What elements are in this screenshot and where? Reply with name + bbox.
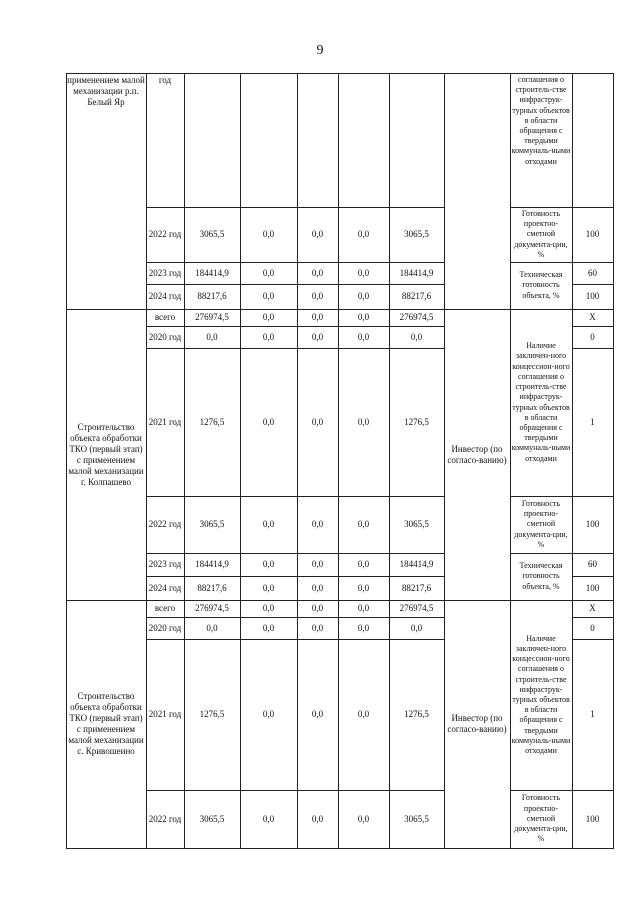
amount-cell: 1276,5 (199, 709, 225, 719)
amount-cell (185, 74, 239, 207)
object-name: применением малой механизации р.п. Белый Яр (67, 75, 145, 107)
table-rule (613, 309, 614, 601)
target-value-cell: 1 (590, 416, 595, 427)
amount-cell: 0,0 (311, 709, 324, 719)
amount-cell (339, 74, 388, 207)
amount-cell: 0,0 (357, 622, 370, 633)
amount-cell: 276974,5 (195, 312, 229, 322)
amount-cell: 0,0 (311, 813, 324, 824)
amount-cell: 3065,5 (199, 229, 225, 239)
amount-cell: 0,0 (311, 416, 324, 427)
indicator-name: Наличие заключен-ного концессион-ного соглашения о строитель-стве инфраструк-турных объектов в области обращения с твердыми коммуналь-ными отходами (511, 633, 571, 756)
indicator-name: Наличие заключен-ного концессион-ного соглашения о строитель-стве инфраструк-турных объектов в области обращения с твердыми коммуналь-ными отходами (511, 341, 571, 463)
object-name: Строительство объекта обработки ТКО (первый этап) с применением малой механизации с. Кривошеино (68, 691, 144, 756)
amount-cell: 0,0 (262, 291, 275, 301)
target-value-cell: 60 (588, 559, 597, 569)
amount-cell: 184414,9 (399, 559, 434, 569)
amount-cell: 0,0 (311, 582, 324, 593)
object-name: Строительство объекта обработки ТКО (первый этап) с применением малой механизации г. Колпашево (68, 421, 144, 487)
amount-cell: 0,0 (357, 312, 370, 322)
amount-cell: 0,0 (311, 331, 324, 342)
year-cell: 2020 год (148, 622, 182, 633)
target-value-cell: 100 (585, 813, 600, 824)
amount-cell: 1276,5 (404, 709, 429, 719)
amount-cell: 0,0 (206, 331, 218, 342)
amount-cell: 0,0 (262, 312, 275, 322)
year-cell: 2022 год (148, 229, 182, 239)
table-rule (66, 848, 614, 849)
amount-cell: 88217,6 (401, 582, 432, 593)
target-value-cell: 100 (585, 519, 600, 529)
year-cell: 2020 год (148, 331, 182, 342)
amount-cell: 0,0 (262, 559, 275, 569)
amount-cell: 88217,6 (401, 291, 432, 301)
year-cell: 2021 год (148, 416, 182, 427)
amount-cell: 1276,5 (404, 416, 429, 427)
amount-cell: 276974,5 (195, 603, 229, 613)
target-value-cell: 0 (590, 331, 595, 342)
amount-cell: 3065,5 (404, 229, 429, 239)
indicator-name: Техническая готовность объекта, % (519, 270, 563, 300)
year-cell: 2022 год (148, 519, 182, 529)
year-cell: 2023 год (148, 559, 182, 569)
amount-cell: 0,0 (357, 291, 370, 301)
amount-cell: 276974,5 (399, 312, 434, 322)
amount-cell (390, 74, 443, 207)
target-value-cell: 100 (585, 229, 600, 239)
amount-cell: 0,0 (357, 519, 370, 529)
amount-cell: 0,0 (410, 331, 423, 342)
amount-cell: 0,0 (262, 813, 275, 824)
amount-cell: 0,0 (357, 267, 370, 278)
amount-cell: 0,0 (206, 622, 218, 633)
year-cell: всего (154, 312, 176, 322)
target-value-cell: 100 (585, 582, 600, 593)
year-cell: год (158, 75, 172, 85)
amount-cell: 3065,5 (404, 813, 429, 824)
target-value-cell (573, 74, 612, 206)
year-cell: 2024 год (148, 582, 182, 593)
amount-cell: 0,0 (311, 603, 324, 613)
amount-cell: 0,0 (410, 622, 423, 633)
amount-cell: 88217,6 (197, 291, 227, 301)
target-value-cell: X (589, 312, 596, 322)
year-cell: 2021 год (148, 709, 182, 719)
amount-cell: 0,0 (262, 331, 275, 342)
amount-cell: 0,0 (262, 709, 275, 719)
amount-cell: 184414,9 (399, 267, 434, 278)
amount-cell: 0,0 (262, 622, 275, 633)
amount-cell: 1276,5 (199, 416, 225, 427)
amount-cell: 0,0 (311, 229, 324, 239)
amount-cell: 0,0 (311, 559, 324, 569)
amount-cell: 0,0 (262, 603, 275, 613)
amount-cell: 3065,5 (404, 519, 429, 529)
amount-cell: 0,0 (311, 291, 324, 301)
amount-cell: 0,0 (262, 582, 275, 593)
amount-cell: 184414,9 (195, 559, 229, 569)
amount-cell: 0,0 (311, 267, 324, 278)
amount-cell: 0,0 (311, 519, 324, 529)
amount-cell: 0,0 (262, 416, 275, 427)
amount-cell: 3065,5 (199, 519, 225, 529)
year-cell: 2022 год (148, 813, 182, 824)
amount-cell: 0,0 (357, 416, 370, 427)
target-value-cell: 60 (588, 267, 597, 278)
executor-cell: Инвестор (по согласо-ванию) (447, 443, 507, 465)
indicator-name: соглашения о строитель-стве инфраструк-турных объектов в области обращения с твердыми коммуналь-ными отходами (511, 75, 571, 166)
amount-cell: 0,0 (311, 622, 324, 633)
amount-cell: 276974,5 (399, 603, 434, 613)
amount-cell: 88217,6 (197, 582, 227, 593)
target-value-cell: 100 (585, 291, 600, 301)
table-rule (613, 600, 614, 849)
amount-cell: 3065,5 (199, 813, 225, 824)
amount-cell: 184414,9 (195, 267, 229, 278)
amount-cell: 0,0 (357, 813, 370, 824)
amount-cell: 0,0 (262, 519, 275, 529)
amount-cell: 0,0 (311, 312, 324, 322)
amount-cell (298, 74, 337, 207)
indicator-name: Готовность проектно-сметной документа-ции, % (514, 208, 568, 259)
year-cell: 2024 год (148, 291, 182, 301)
amount-cell: 0,0 (262, 229, 275, 239)
amount-cell: 0,0 (357, 229, 370, 239)
amount-cell: 0,0 (357, 331, 370, 342)
target-value-cell: X (589, 603, 596, 613)
amount-cell: 0,0 (357, 582, 370, 593)
executor-cell: Инвестор (по согласо-ванию) (447, 713, 507, 734)
indicator-name: Техническая готовность объекта, % (519, 561, 563, 591)
year-cell: всего (154, 603, 176, 613)
indicator-name: Готовность проектно-сметной документа-ции, % (514, 793, 568, 844)
amount-cell: 0,0 (262, 267, 275, 278)
year-cell: 2023 год (148, 267, 182, 278)
table-rule (613, 73, 614, 310)
amount-cell: 0,0 (357, 603, 370, 613)
amount-cell (241, 74, 296, 207)
target-value-cell: 1 (590, 709, 595, 719)
indicator-name: Готовность проектно-сметной документа-ции, % (514, 498, 568, 549)
amount-cell: 0,0 (357, 709, 370, 719)
page-number: 9 (316, 43, 324, 58)
amount-cell: 0,0 (357, 559, 370, 569)
target-value-cell: 0 (590, 622, 595, 633)
table-rule (444, 73, 445, 310)
